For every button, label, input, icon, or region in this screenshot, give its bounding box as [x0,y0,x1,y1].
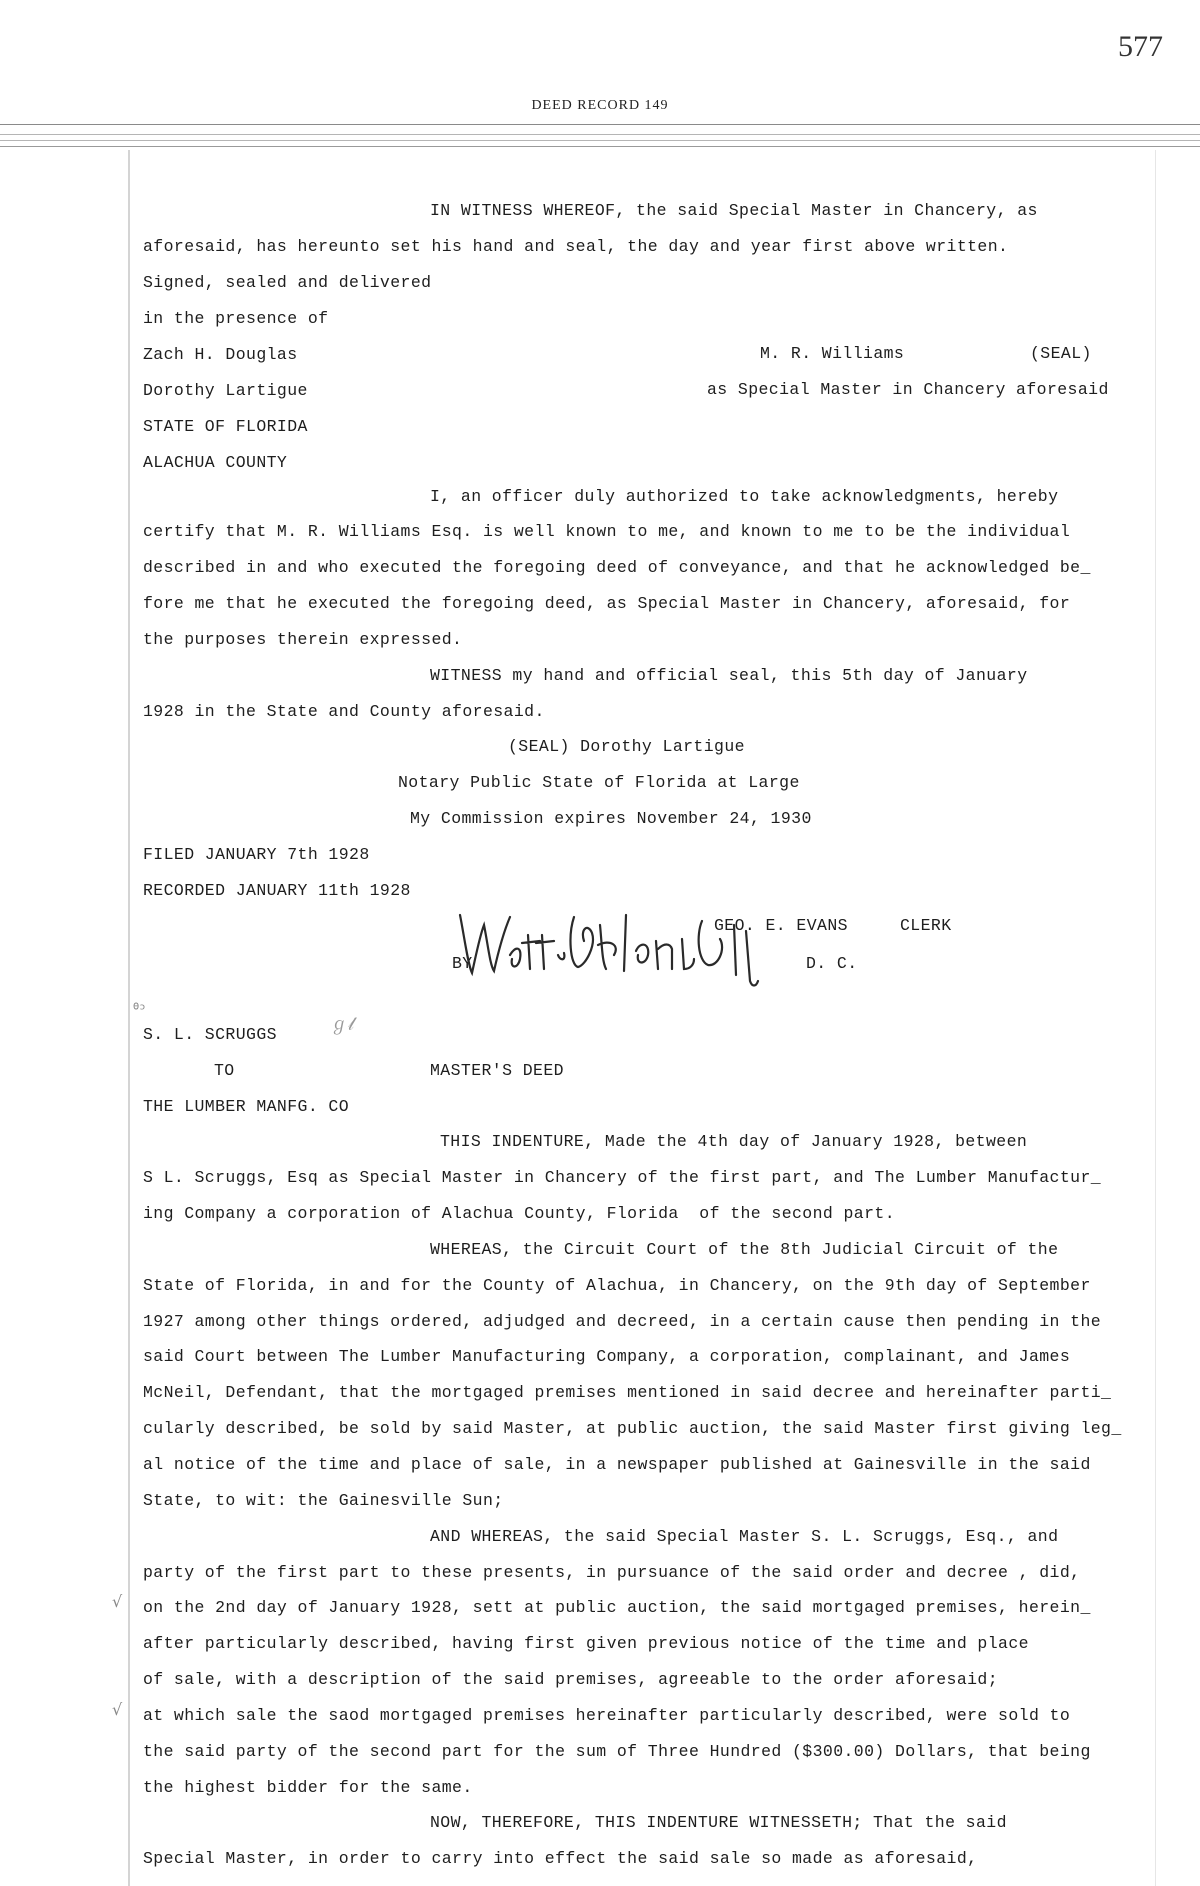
header-rule [0,134,1200,135]
text-line: in the presence of [143,309,329,328]
text-line: aforesaid, has hereunto set his hand and seal, the day and year first above written. [143,237,1009,256]
text-line: I, an officer duly authorized to take acknowledgments, hereby [430,487,1059,506]
text-line: McNeil, Defendant, that the mortgaged premises mentioned in said decree and hereinafter parti_ [143,1383,1112,1402]
text-line: al notice of the time and place of sale, in a newspaper published at Gainesville in the said [143,1455,1091,1474]
deputy-clerk-signature [450,895,790,995]
witness-name: Dorothy Lartigue [143,381,308,400]
margin-annotation: ℊ𝓁 [330,1014,354,1035]
header-rule [0,140,1200,141]
seal-mark: (SEAL) [1030,344,1092,363]
text-line: State, to wit: the Gainesville Sun; [143,1491,504,1510]
filed-date: FILED JANUARY 7th 1928 [143,845,370,864]
text-line: 1928 in the State and County aforesaid. [143,702,545,721]
text-line: WITNESS my hand and official seal, this 5th day of January [430,666,1028,685]
check-mark: √ [112,1700,123,1719]
grantor-name: S. L. SCRUGGS [143,1025,277,1044]
text-line: State of Florida, in and for the County of Alachua, in Chancery, on the 9th day of September [143,1276,1091,1295]
deputy-clerk-label: D. C. [806,954,858,973]
signer-title: as Special Master in Chancery aforesaid [707,380,1109,399]
deed-title: MASTER'S DEED [430,1061,564,1080]
text-line: party of the first part to these presents, in pursuance of the said order and decree , did, [143,1563,1081,1582]
margin-annotation: ᶿᵓ [133,1000,146,1019]
check-mark: √ [112,1592,123,1611]
text-line: AND WHEREAS, the said Special Master S. L. Scruggs, Esq., and [430,1527,1059,1546]
left-margin-line [128,150,130,1886]
text-line: NOW, THEREFORE, THIS INDENTURE WITNESSETH; That the said [430,1813,1007,1832]
text-line: THIS INDENTURE, Made the 4th day of January 1928, between [440,1132,1028,1151]
text-line: the purposes therein expressed. [143,630,463,649]
page-number: 577 [1118,30,1163,63]
text-line: cularly described, be sold by said Master, at public auction, the said Master first giving leg_ [143,1419,1122,1438]
text-line: Signed, sealed and delivered [143,273,432,292]
notary-title: Notary Public State of Florida at Large [398,773,800,792]
text-line: the said party of the second part for the sum of Three Hundred ($300.00) Dollars, that being [143,1742,1091,1761]
clerk-title: CLERK [900,916,952,935]
county-line: ALACHUA COUNTY [143,453,288,472]
grantee-name: THE LUMBER MANFG. CO [143,1097,350,1116]
text-line: described in and who executed the foregoing deed of conveyance, and that he acknowledged be_ [143,558,1091,577]
text-line: 1927 among other things ordered, adjudged and decreed, in a certain cause then pending in the [143,1312,1102,1331]
commission-expiry: My Commission expires November 24, 1930 [410,809,812,828]
text-line: said Court between The Lumber Manufacturing Company, a corporation, complainant, and James [143,1347,1071,1366]
text-line: the highest bidder for the same. [143,1778,473,1797]
right-margin-line [1155,150,1156,1886]
text-line: ing Company a corporation of Alachua County, Florida of the second part. [143,1204,896,1223]
by-label: BY [452,954,473,973]
text-line: IN WITNESS WHEREOF, the said Special Master in Chancery, as [430,201,1038,220]
to-label: TO [214,1061,235,1080]
text-line: Special Master, in order to carry into effect the said sale so made as aforesaid, [143,1849,978,1868]
clerk-name: GEO. E. EVANS [714,916,848,935]
text-line: on the 2nd day of January 1928, sett at public auction, the said mortgaged premises, herein_ [143,1598,1091,1617]
record-title: DEED RECORD 149 [531,98,669,113]
state-line: STATE OF FLORIDA [143,417,308,436]
text-line: after particularly described, having first given previous notice of the time and place [143,1634,1029,1653]
text-line: fore me that he executed the foregoing deed, as Special Master in Chancery, aforesaid, for [143,594,1071,613]
witness-name: Zach H. Douglas [143,345,298,364]
header-rule [0,146,1200,147]
recorded-date: RECORDED JANUARY 11th 1928 [143,881,411,900]
notary-seal-line: (SEAL) Dorothy Lartigue [508,737,745,756]
signer-name: M. R. Williams [760,344,905,363]
text-line: of sale, with a description of the said premises, agreeable to the order aforesaid; [143,1670,999,1689]
header-rule [0,124,1200,125]
text-line: S L. Scruggs, Esq as Special Master in Chancery of the first part, and The Lumber Manufactur_ [143,1168,1102,1187]
text-line: WHEREAS, the Circuit Court of the 8th Judicial Circuit of the [430,1240,1059,1259]
text-line: certify that M. R. Williams Esq. is well known to me, and known to me to be the individual [143,522,1071,541]
text-line: at which sale the saod mortgaged premises hereinafter particularly described, were sold to [143,1706,1071,1725]
